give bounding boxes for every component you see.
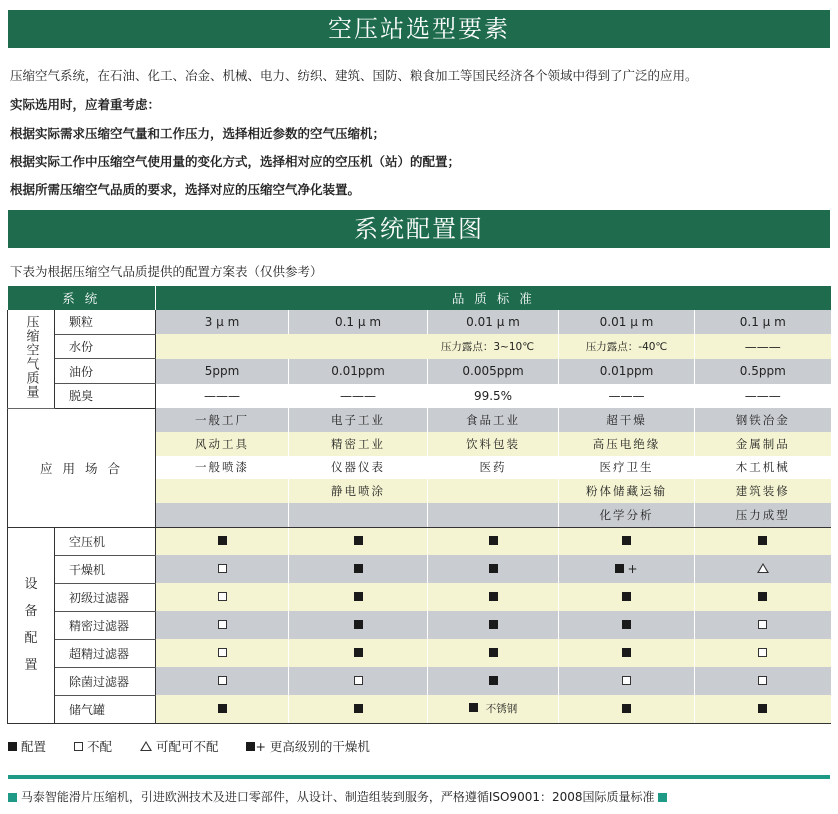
point-1: 根据实际需求压缩空气量和工作压力，选择相近参数的空气压缩机； (10, 126, 386, 141)
config-table (7, 286, 831, 724)
mark-cell (559, 555, 695, 583)
mark-cell (695, 555, 831, 583)
stainless-note: 不锈钢 (485, 703, 518, 716)
empty-square-icon (218, 592, 227, 601)
application-cell: 粉体储藏运输 (559, 479, 695, 503)
application-cell: 饮料包装 (428, 432, 559, 456)
filled-square-icon (354, 536, 363, 545)
water-value-last: ——— (695, 334, 831, 359)
group-applications: 应 用 场 合 (8, 408, 156, 527)
footer-divider (8, 775, 830, 779)
equipment-row (8, 695, 831, 723)
odor-value: ——— (559, 384, 695, 409)
application-cell: 建筑装修 (695, 479, 831, 503)
triangle-icon (757, 563, 769, 573)
triangle-icon (140, 741, 152, 751)
mark-cell (289, 639, 428, 667)
empty-square-icon (354, 676, 363, 685)
mark-cell (156, 667, 289, 695)
equipment-name: 干燥机 (55, 555, 156, 583)
mark-cell (428, 611, 559, 639)
filled-square-icon (218, 536, 227, 545)
application-cell: 静电喷涂 (289, 479, 428, 503)
mark-cell (289, 667, 428, 695)
point-2: 根据实际工作中压缩空气使用量的变化方式，选择相对应的空压机（站）的配置； (10, 154, 461, 169)
filled-square-icon (622, 704, 631, 713)
filled-square-icon (622, 648, 631, 657)
empty-square-icon (622, 676, 631, 685)
filled-square-icon (758, 536, 767, 545)
filled-square-icon (622, 592, 631, 601)
application-cell (428, 503, 559, 527)
filled-square-icon (489, 564, 498, 573)
mark-cell (695, 695, 831, 723)
oil-value: 0.01ppm (559, 359, 695, 384)
filled-square-icon (758, 704, 767, 713)
legend-not-configured: 不配 (74, 739, 112, 754)
mark-cell (289, 527, 428, 555)
teal-square-icon (8, 793, 17, 802)
mark-cell (156, 583, 289, 611)
label-water: 水份 (55, 334, 156, 359)
oil-value: 5ppm (156, 359, 289, 384)
application-cell: 食品工业 (428, 408, 559, 432)
legend-higher-dryer: + 更高级别的干燥机 (246, 739, 369, 754)
legend-configured: 配置 (8, 739, 46, 754)
particle-value: 3 μ m (156, 310, 289, 334)
mark-cell (156, 611, 289, 639)
application-cell: 一般喷漆 (156, 456, 289, 480)
label-particle: 颗粒 (55, 310, 156, 334)
mark-cell (156, 695, 289, 723)
application-cell: 高压电绝缘 (559, 432, 695, 456)
equipment-name: 精密过滤器 (55, 611, 156, 639)
mark-cell (695, 667, 831, 695)
group-air-quality: 压缩空气质量 (8, 310, 55, 408)
mark-cell (559, 527, 695, 555)
intro-text: 压缩空气系统，在石油、化工、冶金、机械、电力、纺织、建筑、国防、粮食加工等国民经济各个领域中得到了广泛的应用。 (10, 68, 698, 83)
label-odor: 脱臭 (55, 384, 156, 409)
filled-square-icon (489, 620, 498, 629)
filled-square-icon (615, 564, 624, 573)
mark-cell (289, 695, 428, 723)
equipment-name: 储气罐 (55, 695, 156, 723)
filled-square-icon (489, 592, 498, 601)
mark-cell (156, 555, 289, 583)
application-cell: 压力成型 (695, 503, 831, 527)
filled-square-icon (622, 536, 631, 545)
particle-value: 0.1 μ m (289, 310, 428, 334)
mark-cell (428, 555, 559, 583)
application-cell: 医药 (428, 456, 559, 480)
filled-square-icon (489, 536, 498, 545)
application-cell (156, 503, 289, 527)
water-dew-point-2: 压力露点：-40℃ (559, 334, 695, 359)
section-title-config: 系统配置图 (8, 210, 830, 248)
empty-square-icon (758, 620, 767, 629)
equipment-name: 超精过滤器 (55, 639, 156, 667)
filled-square-icon (758, 592, 767, 601)
point-3: 根据所需压缩空气品质的要求，选择对应的压缩空气净化装置。 (10, 182, 361, 197)
mark-cell (289, 583, 428, 611)
label-oil: 油份 (55, 359, 156, 384)
mark-cell (559, 695, 695, 723)
application-cell (289, 503, 428, 527)
footer-text: 马泰智能滑片压缩机，引进欧洲技术及进口零部件，从设计、制造组装到服务，严格遵循ISO9001：2008国际质量标准 (8, 788, 667, 805)
empty-square-icon (218, 676, 227, 685)
table-caption: 下表为根据压缩空气品质提供的配置方案表（仅供参考） (10, 264, 323, 279)
filled-square-icon (489, 676, 498, 685)
filled-square-icon (354, 564, 363, 573)
filled-square-icon (8, 742, 17, 751)
equipment-name: 初级过滤器 (55, 583, 156, 611)
header-system: 系 统 (8, 286, 156, 310)
teal-square-icon (658, 793, 667, 802)
filled-square-icon (469, 703, 478, 712)
application-cell (428, 479, 559, 503)
empty-square-icon (758, 676, 767, 685)
filled-square-icon (218, 704, 227, 713)
oil-value: 0.01ppm (289, 359, 428, 384)
equipment-row (8, 639, 831, 667)
filled-square-icon (354, 704, 363, 713)
header-quality: 品 质 标 准 (156, 286, 831, 310)
oil-value: 0.005ppm (428, 359, 559, 384)
equipment-row (8, 555, 831, 583)
application-cell (156, 479, 289, 503)
application-cell: 钢铁冶金 (695, 408, 831, 432)
particle-value: 0.1 μ m (695, 310, 831, 334)
mark-cell (428, 639, 559, 667)
mark-cell (156, 527, 289, 555)
legend (8, 737, 394, 755)
application-cell: 风动工具 (156, 432, 289, 456)
application-cell: 木工机械 (695, 456, 831, 480)
equipment-row (8, 611, 831, 639)
point-0: 实际选用时，应着重考虑： (10, 97, 161, 112)
empty-square-icon (218, 564, 227, 573)
application-cell: 精密工业 (289, 432, 428, 456)
mark-cell (695, 583, 831, 611)
odor-value: 99.5% (428, 384, 559, 409)
filled-square-icon (354, 620, 363, 629)
filled-square-icon (622, 620, 631, 629)
oil-value: 0.5ppm (695, 359, 831, 384)
filled-square-icon (354, 592, 363, 601)
application-cell: 一般工厂 (156, 408, 289, 432)
group-equipment: 设备配置 (8, 527, 55, 723)
mark-cell (428, 583, 559, 611)
filled-square-icon (489, 648, 498, 657)
mark-cell (695, 639, 831, 667)
water-dew-point-1: 压力露点：3~10℃ (156, 334, 559, 359)
mark-cell (156, 639, 289, 667)
odor-value: ——— (695, 384, 831, 409)
mark-cell (559, 611, 695, 639)
mark-cell (428, 527, 559, 555)
empty-square-icon (74, 742, 83, 751)
application-cell: 仪器仪表 (289, 456, 428, 480)
particle-value: 0.01 μ m (559, 310, 695, 334)
filled-square-icon (354, 648, 363, 657)
equipment-row (8, 667, 831, 695)
mark-cell (559, 583, 695, 611)
odor-value: ——— (289, 384, 428, 409)
equipment-name: 除菌过滤器 (55, 667, 156, 695)
application-cell: 超干燥 (559, 408, 695, 432)
mark-cell (695, 527, 831, 555)
mark-cell (695, 611, 831, 639)
empty-square-icon (758, 648, 767, 657)
odor-value: ——— (156, 384, 289, 409)
application-cell: 医疗卫生 (559, 456, 695, 480)
empty-square-icon (218, 620, 227, 629)
equipment-name: 空压机 (55, 527, 156, 555)
mark-cell (428, 667, 559, 695)
empty-square-icon (218, 648, 227, 657)
application-cell: 化学分析 (559, 503, 695, 527)
mark-cell (289, 555, 428, 583)
particle-value: 0.01 μ m (428, 310, 559, 334)
application-cell: 金属制品 (695, 432, 831, 456)
mark-cell (428, 695, 559, 723)
section-title-selection: 空压站选型要素 (8, 10, 830, 48)
plus-sign: + (627, 562, 638, 577)
mark-cell (559, 639, 695, 667)
application-cell: 电子工业 (289, 408, 428, 432)
mark-cell (289, 611, 428, 639)
equipment-row (8, 583, 831, 611)
mark-cell (559, 667, 695, 695)
equipment-row (8, 527, 831, 555)
legend-optional: 可配可不配 (140, 739, 219, 754)
